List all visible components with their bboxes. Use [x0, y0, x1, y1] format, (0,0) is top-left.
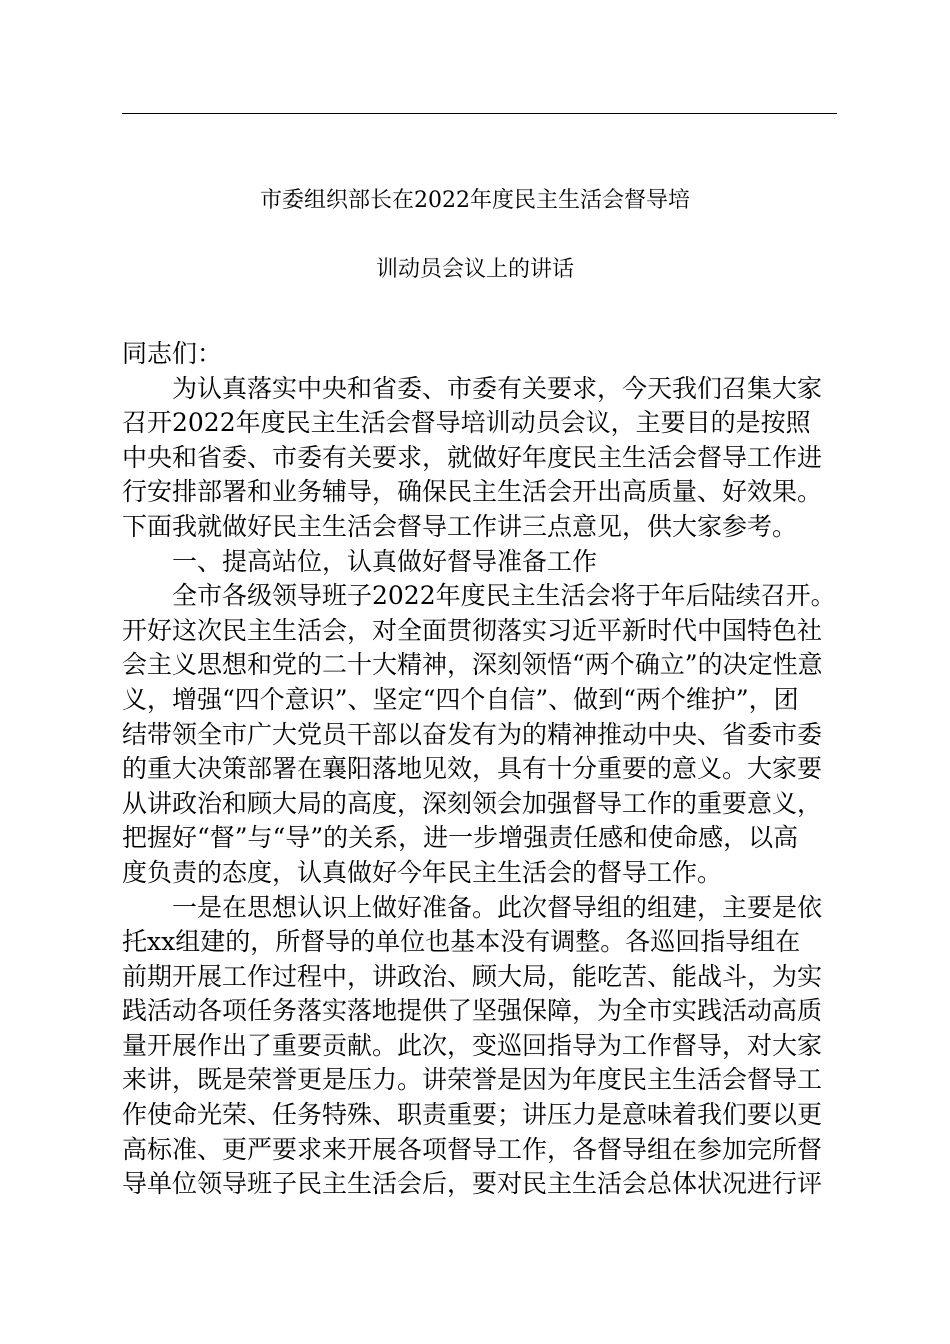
body-line: 一是在思想认识上做好准备。此次督导组的组建，主要是依 [172, 892, 823, 922]
document-body [122, 337, 842, 1202]
body-line: 结带领全市广大党员干部以奋发有为的精神推动中央、省委市委 [122, 719, 823, 749]
body-line: 一、提高站位，认真做好督导准备工作 [172, 546, 598, 576]
body-line: 的重大决策部署在襄阳落地见效，具有十分重要的意义。大家要 [122, 754, 823, 784]
body-line: 从讲政治和顾大局的高度，深刻领会加强督导工作的重要意义， [122, 788, 823, 818]
body-line: 践活动各项任务落实落地提供了坚强保障，为全市实践活动高质 [122, 996, 823, 1026]
document-title-line-2: 训动员会议上的讲话 [375, 257, 574, 282]
body-line: 召开2022年度民主生活会督导培训动员会议，主要目的是按照 [122, 408, 811, 438]
body-line: 中央和省委、市委有关要求，就做好年度民主生活会督导工作进 [122, 442, 823, 472]
body-line: 作使命光荣、任务特殊、职责重要；讲压力是意味着我们要以更 [122, 1100, 823, 1130]
body-line: 来讲，既是荣誉更是压力。讲荣誉是因为年度民主生活会督导工 [122, 1065, 823, 1095]
body-line: 行安排部署和业务辅导，确保民主生活会开出高质量、好效果。 [122, 477, 823, 507]
body-line: 下面我就做好民主生活会督导工作讲三点意见，供大家参考。 [122, 511, 798, 541]
body-line: 导单位领导班子民主生活会后，要对民主生活会总体状况进行评 [122, 1169, 823, 1199]
body-line: 高标准、更严要求来开展各项督导工作，各督导组在参加完所督 [122, 1134, 823, 1164]
body-line: 量开展作出了重要贡献。此次，变巡回指导为工作督导，对大家 [122, 1030, 823, 1060]
header-rule [122, 113, 837, 114]
body-line: 会主义思想和党的二十大精神，深刻领悟“两个确立”的决定性意 [122, 650, 823, 680]
document-title-line-1: 市委组织部长在2022年度民主生活会督导培 [260, 188, 690, 213]
body-line: 为认真落实中央和省委、市委有关要求，今天我们召集大家 [172, 373, 823, 403]
body-line: 把握好“督”与“导”的关系，进一步增强责任感和使命感，以高 [122, 823, 799, 853]
body-line: 同志们： [122, 339, 223, 368]
body-line: 前期开展工作过程中，讲政治、顾大局，能吃苦、能战斗，为实 [122, 961, 823, 991]
body-line: 义，增强“四个意识”、坚定“四个自信”、做到“两个维护”，团 [122, 684, 799, 714]
body-line: 托xx组建的，所督导的单位也基本没有调整。各巡回指导组在 [122, 927, 801, 957]
body-line: 全市各级领导班子2022年度民主生活会将于年后陆续召开。 [172, 581, 836, 611]
body-line: 度负责的态度，认真做好今年民主生活会的督导工作。 [122, 857, 723, 887]
body-line: 开好这次民主生活会，对全面贯彻落实习近平新时代中国特色社 [122, 615, 823, 645]
